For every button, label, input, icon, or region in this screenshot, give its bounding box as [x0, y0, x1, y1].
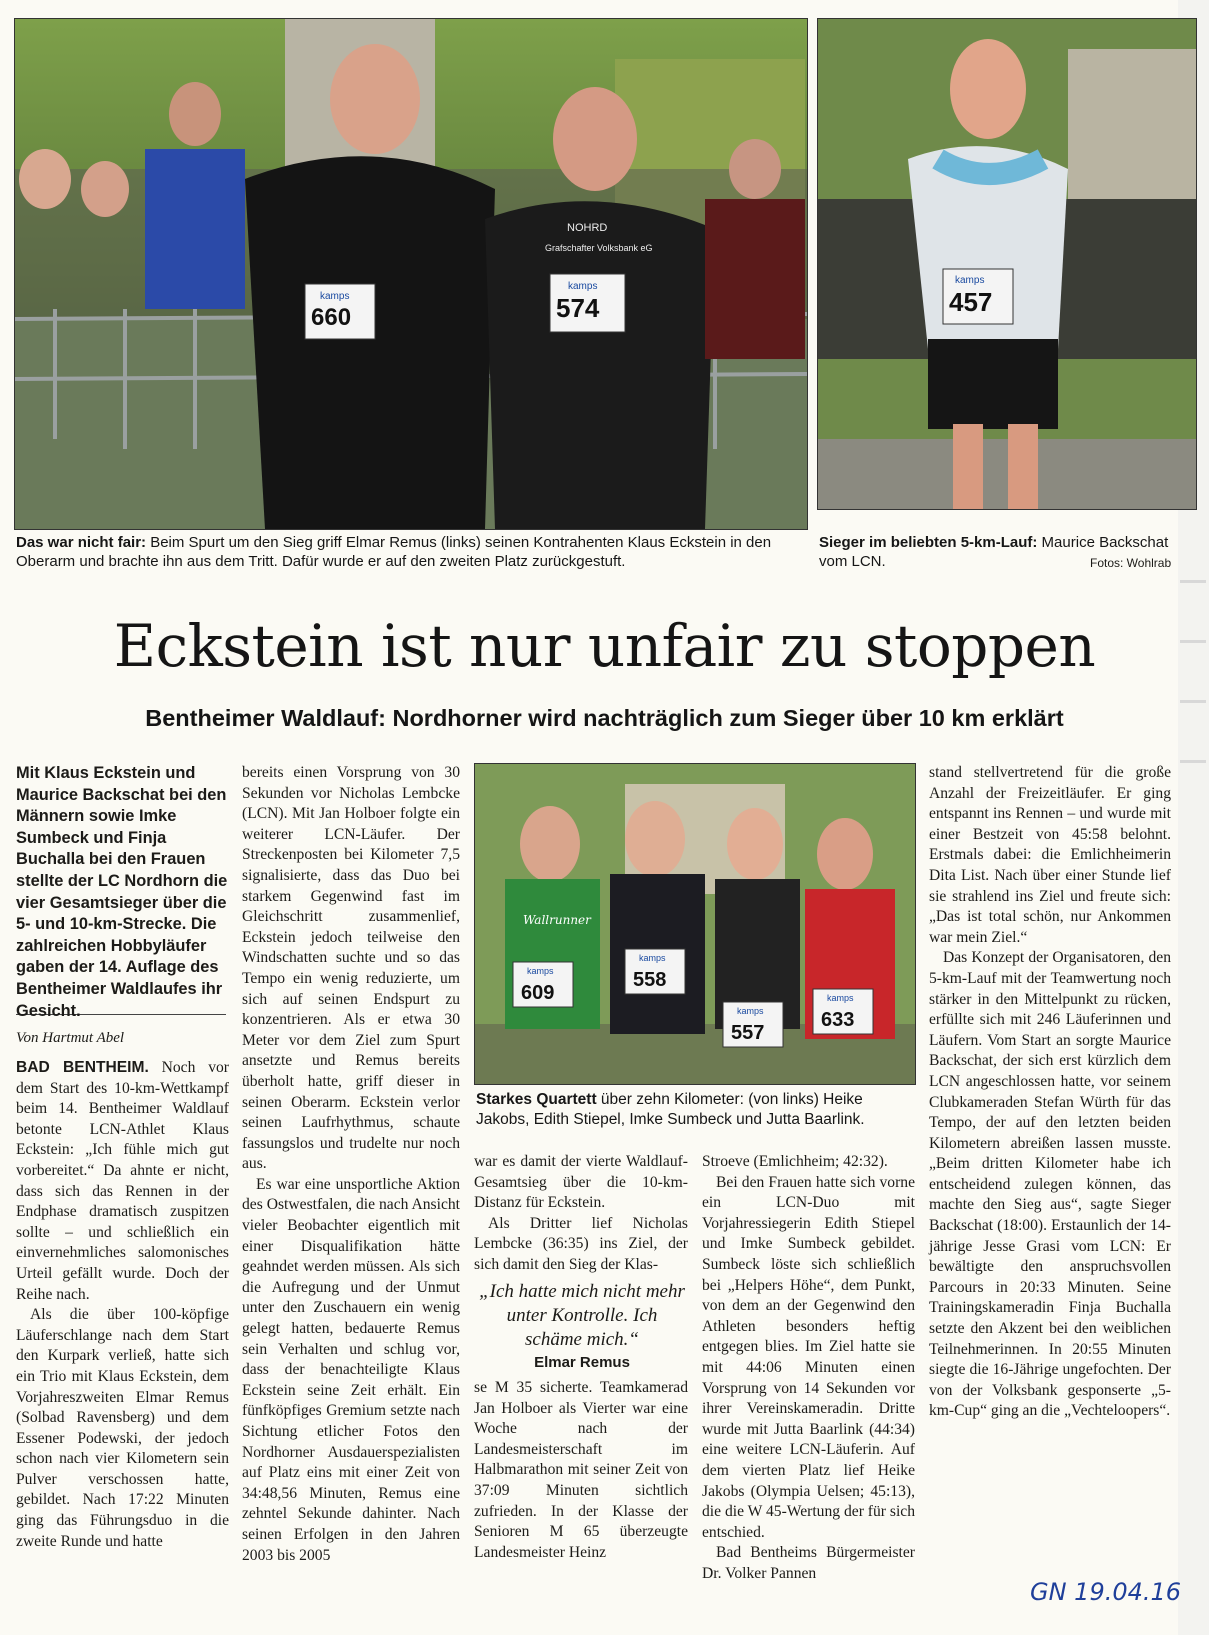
article-lead: Mit Klaus Eckstein und Maurice Backschat bei den Männern sowie Imke Sumbeck und Finja Buchalla bei den Frauen stellte der LC Nordhorn die vier Gesamtsieger über die 5- und 10-km-Strecke. Die zahlreichen Hobbyläufer gaben der 14. Auflage des Bentheimer Waldlaufes ihr Gesicht.: [16, 764, 228, 1020]
bleed-line: [1180, 580, 1206, 583]
paragraph: bereits einen Vorsprung von 30 Sekunden vor Nicholas Lembcke (LCN). Mit Jan Holboer folgte ein weiterer LCN-Läufer. Der Streckenposten bei Kilometer 7,5 signalisierte, dass das Duo bei starkem Gegenwind fast im Gleichschritt zusammenlief, Eckstein jedoch teilweise den Windschatten suchte und so das Tempo ein wenig reduzierte, um sich auf seinen Endspurt zu konzentrieren. Als er etwa 30 Meter vor dem Ziel zum Spurt ansetzte und Remus bereits überholt hatte, griff dieser in seinen Oberarm. Eckstein verlor seinen Laufrhythmus, schaute fassungslos und trudelte nur noch aus.: [242, 764, 460, 1173]
caption-text: Maurice Backschat vom LCN.: [819, 534, 1169, 570]
bib-sponsor: kamps: [639, 953, 666, 963]
bib-number: 457: [949, 287, 993, 317]
column-4: [702, 1152, 915, 1584]
paragraph: Das Konzept der Organisatoren, den 5-km-Lauf mit der Teamwertung noch stärker in den Mittelpunkt zu rücken, erfüllte sich mit 246 Läuferinnen und Läufern. Vom Start an sorgte Maurice Backschat, der sich erst kürzlich dem LCN angeschlossen hatte, vor seinem Clubkameraden Stefan Würth für das Tempo, der auf den letzten beiden Kilometern abreißen lassen musste. „Beim dritten Kilometer habe ich entscheidend zulegen können, das machte den Sieg aus“, sagte Sieger Backschat (18:00). Erstaunlich der 14-jährige Jesse Grasi vom LCN: Er bewältigte den anspruchsvollen Parcours in 20:33 Minuten. Seine Trainingskameradin Finja Buchalla setzte den Akzent bei den weiblichen Teilnehmerinnen. In 20:55 Minuten siegte die 16-Jährige ungefochten. Der von der Volksbank gesponserte „5-km-Cup“ ging an die „Vechteloopers“.: [929, 949, 1171, 1420]
paragraph: Bei den Frauen hatte sich vorne ein LCN-Duo mit Vorjahressiegerin Edith Stiepel und Imke Sumbeck gebildet. Sumbeck löste sich schließlich bei „Helpers Höhe“, dem Punkt, von dem an der Gegenwind den Athleten besonders heftig entgegen blies. Im Ziel hatte sie mit 44:06 Minuten einen Vorsprung von 14 Sekunden vor ihrer Vereinskameradin. Dritte wurde mit Jutta Baarlink (44:34) eine weitere LCN-Läuferin. Auf dem vierten Platz lief Heike Jakobs (Olympia Uelsen; 45:13), die die W 45-Wertung der für sich entschied.: [702, 1173, 915, 1541]
caption-lead: Sieger im beliebten 5-km-Lauf:: [819, 534, 1038, 551]
paragraph: Stroeve (Emlichheim; 42:32).: [702, 1153, 888, 1170]
photo-credit: Fotos: Wohlrab: [1090, 556, 1172, 570]
bib-number: 660: [311, 304, 352, 331]
dateline: BAD BENTHEIM.: [16, 1059, 149, 1076]
bib-sponsor: kamps: [827, 993, 854, 1003]
photo-quartet: [474, 763, 916, 1085]
shirt-print: Grafschafter Volksbank eG: [545, 243, 653, 253]
pull-quote-author: Elmar Remus: [534, 1354, 630, 1371]
handwritten-date-stamp: GN 19.04.16: [1030, 1578, 1182, 1606]
paragraph: se M 35 sicherte. Teamkamerad Jan Holboer als Vierter war eine Woche nach der Landesmeisterschaft im Halbmarathon mit seiner Zeit von 37:09 Minuten sichtlich zufrieden. In der Klasse der Senioren M 65 überzeugte Landesmeister Heinz: [474, 1379, 688, 1561]
photo-finish-sprint: [14, 18, 808, 530]
bib-number: 609: [521, 982, 555, 1004]
caption-lead: Das war nicht fair:: [16, 534, 147, 551]
bib-sponsor: kamps: [568, 281, 598, 292]
headline: Eckstein ist nur unfair zu stoppen: [113, 612, 1096, 680]
paragraph: Als die über 100-köpfige Läuferschlange nach dem Start den Kurpark verließ, hatte sich ein Trio mit Klaus Eckstein, dem Vorjahreszweiten Elmar Remus (Solbad Ravensberg) und dem Essener Podewski, der jedoch schon nach vier Kilometern sein Pulver verschossen hatte, gebildet. Nach 17:22 Minuten ging das Führungsduo in die zweite Runde und hatte: [16, 1306, 229, 1550]
shirt-print: NOHRD: [567, 222, 608, 234]
paragraph: stand stellvertretend für die große Anzahl der Freizeitläufer. Er ging entspannt ins Rennen – und wurde mit einer Bestzeit von 45:58 belohnt. Erstmals dabei: die Emlichheimerin Dita List. Nach über einer Stunde lief sie strahlend ins Ziel und freute sich: „Das ist total schön, nur Ankommen war mein Ziel.“: [929, 764, 1171, 946]
column-3: [474, 1152, 688, 1276]
column-3-continued: [474, 1378, 688, 1563]
column-2: [242, 763, 460, 1566]
subheadline: Bentheimer Waldlauf: Nordhorner wird nachträglich zum Sieger über 10 km erklärt: [145, 705, 1064, 731]
bib-number: 633: [821, 1009, 855, 1031]
bib-number: 557: [731, 1022, 765, 1044]
caption-quartet: [476, 1090, 916, 1130]
bib-sponsor: kamps: [737, 1006, 764, 1016]
paragraph: Noch vor dem Start des 10-km-Wettkampf beim 14. Bentheimer Waldlauf betonte LCN-Athlet Klaus Eckstein: „Ich fühle mich gut vorbereitet.“ Da ahnte er nicht, dass sich das Rennen in der Endphase dramatisch zuspitzen sollte – und schließlich ein einvernehmliches salomonisches Urteil gefällt wurde. Doch der Reihe nach.: [16, 1059, 229, 1303]
caption-lead: Starkes Quartett: [476, 1091, 597, 1108]
bib-sponsor: kamps: [320, 291, 350, 302]
pull-quote: „Ich hatte mich nicht mehr unter Kontrolle. Ich schäme mich.“: [479, 1281, 685, 1350]
paragraph: Bad Bentheims Bürgermeister Dr. Volker Pannen: [702, 1544, 915, 1582]
column-5: [929, 763, 1171, 1422]
paragraph: Es war eine unsportliche Aktion des Ostwestfalen, die nach Ansicht vieler Beobachter eigentlich mit einer Disqualifikation hätte geahndet werden müssen. Als sich die Aufregung und der Unmut unter den Zuschauern ein wenig gelegt hatten, bedauerte Remus sein Verhalten und schlug vor, dass der benachteiligte Klaus Eckstein seine Zeit erhält. Ein fünfköpfiges Gremium setzte nach Sichtung etlicher Fotos den Nordhorner Ausdauerspezialisten auf Platz eins mit einer Zeit von 34:48,56 Minuten, Remus eine zehntel Sekunde dahinter. Nach seinen Erfolgen in den Jahren 2003 bis 2005: [242, 1175, 460, 1564]
bib-number: 574: [556, 293, 600, 323]
shirt-print: Wallrunner: [523, 913, 591, 927]
caption-text: Beim Spurt um den Sieg griff Elmar Remus (links) seinen Kontrahenten Klaus Eckstein in den Oberarm und brachte ihn aus dem Tritt. Dafür wurde er auf den zweiten Platz zurückgestuft.: [16, 534, 772, 570]
caption-text: über zehn Kilometer: (von links) Heike Jakobs, Edith Stiepel, Imke Sumbeck und Jutta Baarlink.: [476, 1091, 865, 1128]
bleed-line: [1180, 760, 1206, 763]
caption-finish-sprint: [16, 533, 806, 571]
byline: Von Hartmut Abel: [16, 1030, 125, 1046]
paragraph: war es damit der vierte Waldlauf-Gesamtsieg über die 10-km-Distanz für Eckstein.: [474, 1153, 688, 1212]
bib-number: 558: [633, 969, 667, 991]
bib-sponsor: kamps: [955, 275, 985, 286]
bleed-line: [1180, 700, 1206, 703]
bib-sponsor: kamps: [527, 966, 554, 976]
photo-winner-5km: [817, 18, 1197, 510]
column-1: [16, 1058, 229, 1552]
paragraph: Als Dritter lief Nicholas Lembcke (36:35) ins Ziel, der sich damit den Sieg der Klas-: [474, 1214, 688, 1273]
